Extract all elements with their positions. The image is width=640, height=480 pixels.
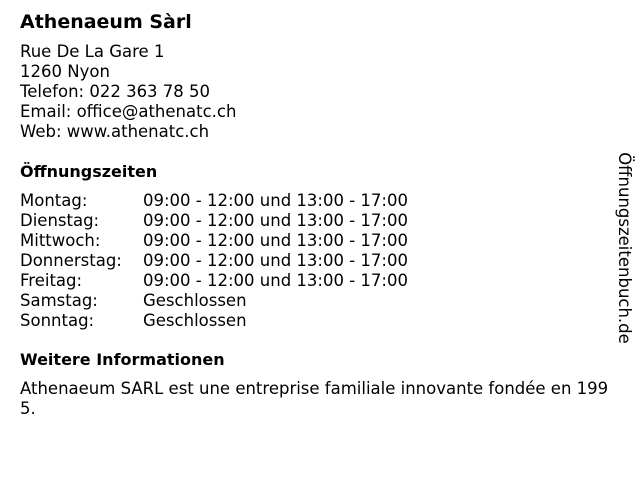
phone-line: Telefon: 022 363 78 50 — [20, 82, 211, 101]
business-name: Athenaeum Sàrl — [20, 11, 192, 33]
business-card — [20, 10, 610, 419]
hours-row — [20, 231, 408, 251]
hours-row — [20, 291, 408, 311]
day-label: Dienstag: — [20, 211, 100, 230]
day-label: Samstag: — [20, 291, 98, 310]
more-info-heading: Weitere Informationen — [20, 350, 225, 369]
hours-row — [20, 211, 408, 231]
brand-watermark-vertical: Öffnungszeitenbuch.de — [615, 152, 634, 344]
hours-row — [20, 271, 408, 291]
more-info-text: Athenaeum SARL est une entreprise familiale innovante fondée en 1995. — [20, 379, 609, 418]
day-label: Donnerstag: — [20, 251, 122, 270]
day-label: Freitag: — [20, 271, 83, 290]
time-value: Geschlossen — [143, 311, 247, 330]
time-value: 09:00 - 12:00 und 13:00 - 17:00 — [143, 231, 408, 250]
postal-city: 1260 Nyon — [20, 62, 110, 81]
web-line: Web: www.athenatc.ch — [20, 122, 210, 141]
street-address: Rue De La Gare 1 — [20, 42, 165, 61]
day-label: Montag: — [20, 191, 88, 210]
hours-row — [20, 251, 408, 271]
time-value: Geschlossen — [143, 291, 247, 310]
hours-row — [20, 311, 408, 331]
email-line: Email: office@athenatc.ch — [20, 102, 237, 121]
time-value: 09:00 - 12:00 und 13:00 - 17:00 — [143, 271, 408, 290]
hours-row — [20, 191, 408, 211]
time-value: 09:00 - 12:00 und 13:00 - 17:00 — [143, 251, 408, 270]
day-label: Mittwoch: — [20, 231, 101, 250]
opening-hours-table — [20, 191, 408, 331]
time-value: 09:00 - 12:00 und 13:00 - 17:00 — [143, 191, 408, 210]
day-label: Sonntag: — [20, 311, 95, 330]
contact-block — [20, 42, 610, 142]
opening-hours-heading: Öffnungszeiten — [20, 162, 158, 181]
time-value: 09:00 - 12:00 und 13:00 - 17:00 — [143, 211, 408, 230]
